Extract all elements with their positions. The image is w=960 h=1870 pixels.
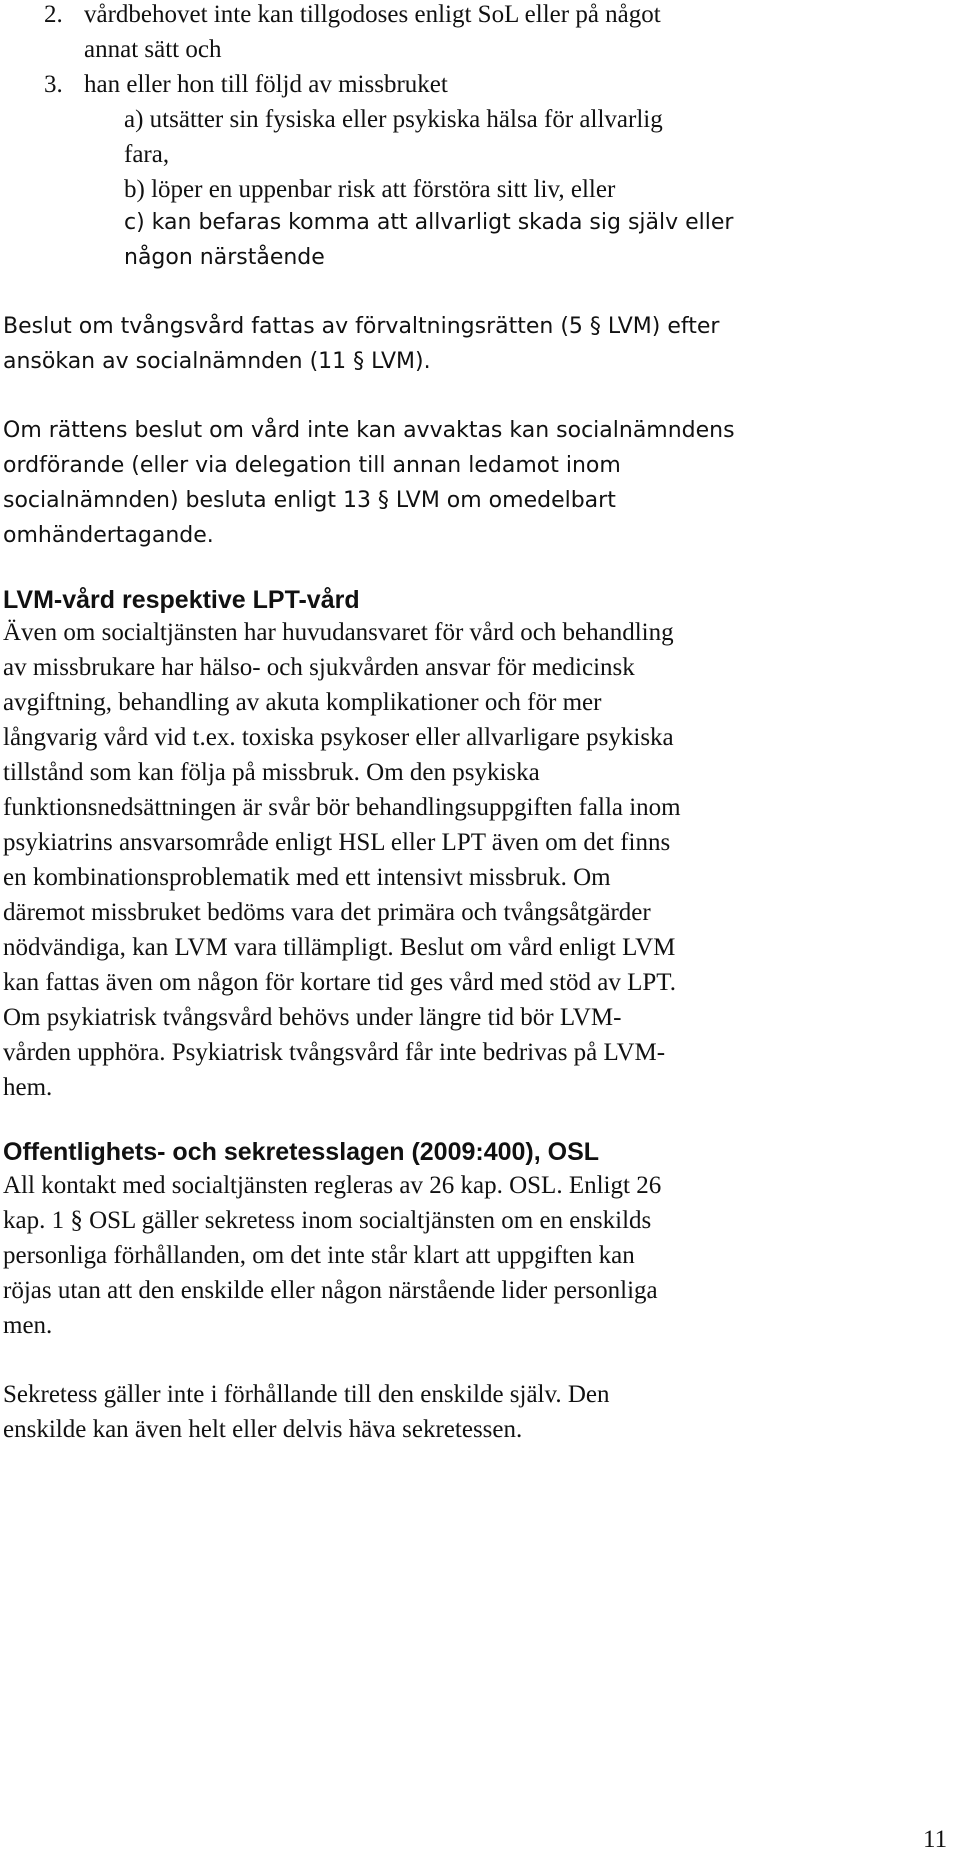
- paragraph-line: vården upphöra. Psykiatrisk tvångsvård får inte bedrivas på LVM-: [3, 1039, 666, 1066]
- paragraph-line: All kontakt med socialtjänsten regleras av 26 kap. OSL. Enligt 26: [3, 1172, 662, 1199]
- paragraph-line: Sekretess gäller inte i förhållande till den enskilde själv. Den: [3, 1381, 610, 1408]
- list-text-continued: annat sätt och: [84, 36, 222, 63]
- paragraph-line: Om psykiatrisk tvångsvård behövs under längre tid bör LVM-: [3, 1004, 622, 1031]
- paragraph-line: socialnämnden) besluta enligt 13 § LVM om omedelbart: [3, 488, 616, 513]
- list-number: 3.: [44, 71, 63, 98]
- paragraph-line: Även om socialtjänsten har huvudansvaret för vård och behandling: [3, 619, 674, 646]
- paragraph-line: nödvändiga, kan LVM vara tillämpligt. Beslut om vård enligt LVM: [3, 934, 676, 961]
- paragraph-line: ansökan av socialnämnden (11 § LVM).: [3, 349, 431, 374]
- paragraph-line: kap. 1 § OSL gäller sekretess inom socialtjänsten om en enskilds: [3, 1207, 652, 1234]
- paragraph-line: Beslut om tvångsvård fattas av förvaltningsrätten (5 § LVM) efter: [3, 314, 720, 339]
- sub-item-c: c) kan befaras komma att allvarligt skada sig själv eller: [124, 210, 734, 235]
- paragraph-line: Om rättens beslut om vård inte kan avvaktas kan socialnämndens: [3, 418, 735, 443]
- list-text: vårdbehovet inte kan tillgodoses enligt SoL eller på något: [84, 1, 661, 28]
- paragraph-line: kan fattas även om någon för kortare tid ges vård med stöd av LPT.: [3, 969, 676, 996]
- paragraph-line: psykiatrins ansvarsområde enligt HSL eller LPT även om det finns: [3, 829, 671, 856]
- paragraph-line: röjas utan att den enskilde eller någon närstående lider personliga: [3, 1277, 658, 1304]
- list-text: han eller hon till följd av missbruket: [84, 71, 448, 98]
- paragraph-line: tillstånd som kan följa på missbruk. Om den psykiska: [3, 759, 540, 786]
- sub-item-a: a) utsätter sin fysiska eller psykiska hälsa för allvarlig: [124, 106, 663, 133]
- paragraph-line: personliga förhållanden, om det inte står klart att uppgiften kan: [3, 1242, 635, 1269]
- paragraph-line: avgiftning, behandling av akuta komplikationer och för mer: [3, 689, 602, 716]
- paragraph-line: däremot missbruket bedöms vara det primära och tvångsåtgärder: [3, 899, 651, 926]
- paragraph-line: enskilde kan även helt eller delvis häva sekretessen.: [3, 1416, 523, 1443]
- paragraph-line: omhändertagande.: [3, 523, 214, 548]
- paragraph-line: långvarig vård vid t.ex. toxiska psykoser eller allvarligare psykiska: [3, 724, 674, 751]
- section-heading-osl: Offentlighets- och sekretesslagen (2009:400), OSL: [3, 1138, 600, 1166]
- paragraph-line: av missbrukare har hälso- och sjukvården ansvar för medicinsk: [3, 654, 635, 681]
- paragraph-line: hem.: [3, 1074, 53, 1101]
- sub-item-c-continued: någon närstående: [124, 245, 325, 270]
- sub-item-b: b) löper en uppenbar risk att förstöra sitt liv, eller: [124, 176, 616, 203]
- paragraph-line: ordförande (eller via delegation till annan ledamot inom: [3, 453, 621, 478]
- page-number: 11: [923, 1826, 948, 1853]
- paragraph-line: funktionsnedsättningen är svår bör behandlingsuppgiften falla inom: [3, 794, 681, 821]
- paragraph-line: en kombinationsproblematik med ett intensivt missbruk. Om: [3, 864, 611, 891]
- sub-item-a-continued: fara,: [124, 141, 170, 168]
- list-number: 2.: [44, 1, 63, 28]
- paragraph-line: men.: [3, 1312, 53, 1339]
- section-heading-lvm: LVM-vård respektive LPT-vård: [3, 586, 360, 614]
